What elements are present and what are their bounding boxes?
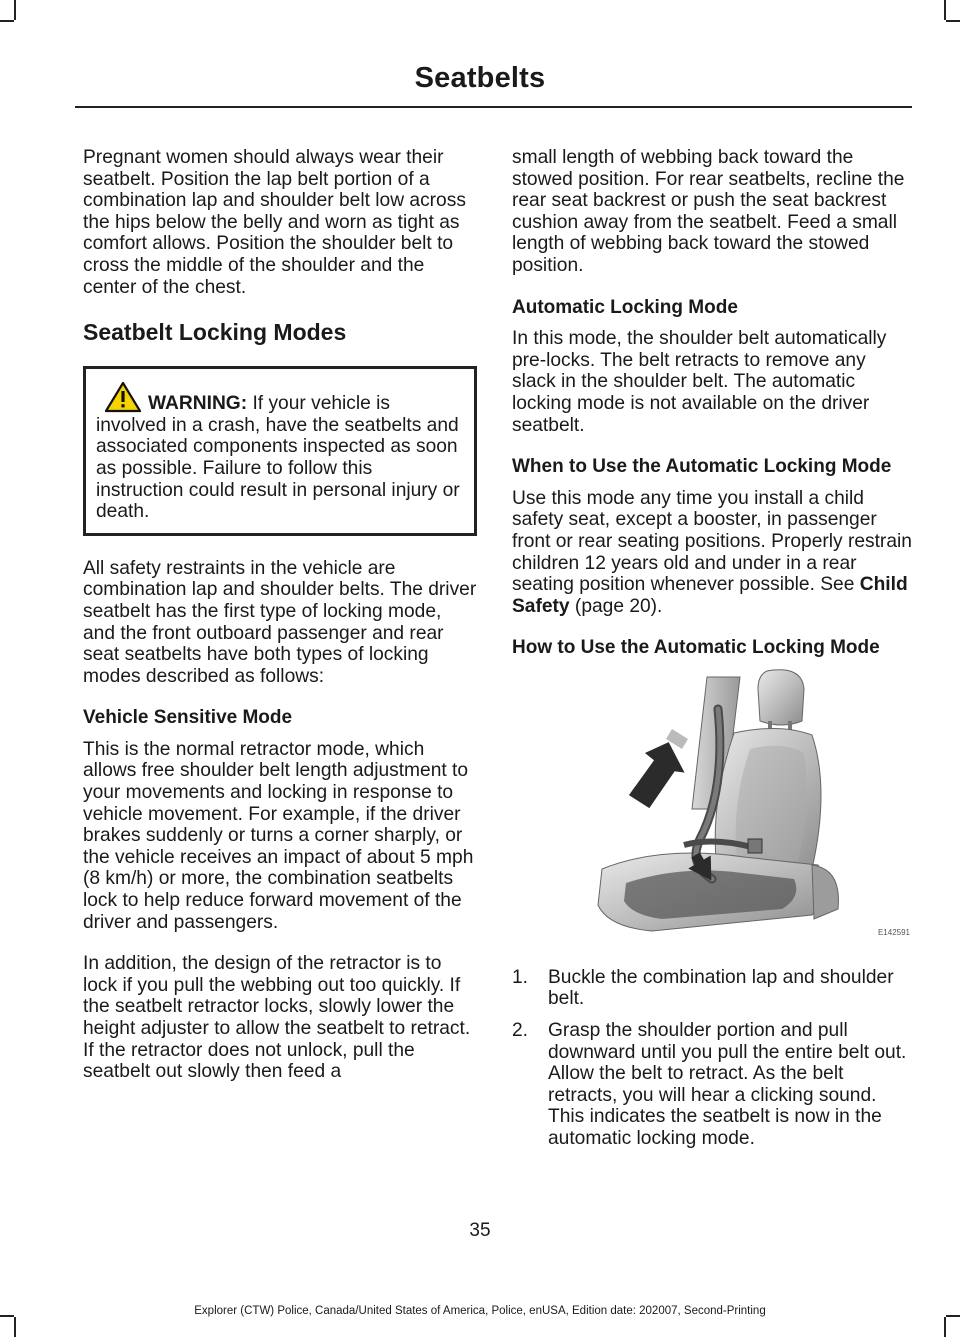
warning-label: WARNING: bbox=[148, 393, 248, 415]
when-text-after: (page 20). bbox=[569, 595, 663, 617]
page-title: Seatbelts bbox=[414, 62, 546, 94]
restraints-paragraph: All safety restraints in the vehicle are combination lap and shoulder belts. The driver seatbelt has the first type of locking mode, and the front outboard passenger and rear seat seatbelts have both types of locking modes described as follows: bbox=[83, 557, 477, 687]
crop-mark bbox=[944, 1317, 946, 1337]
step-text: Grasp the shoulder portion and pull downward until you pull the entire belt out. Allow the belt to retract. As the belt retracts, you will hear a clicking sound. This indicates the seatbelt is now in the automatic locking mode. bbox=[548, 1020, 907, 1150]
warning-box bbox=[83, 366, 477, 536]
image-code: E142591 bbox=[877, 927, 910, 937]
pull-arrow-icon bbox=[628, 729, 689, 812]
continuation-paragraph: small length of webbing back toward the stowed position. For rear seatbelts, recline the rear seat backrest or push the seat backrest cushion away from the seatbelt. Feed a small length of webbing back toward the stowed position. bbox=[512, 147, 905, 276]
footer-text: Explorer (CTW) Police, Canada/United States of America, Police, enUSA, Edition date: 202007, Second-Printing bbox=[194, 1305, 766, 1317]
crop-mark bbox=[944, 0, 946, 20]
list-item bbox=[512, 967, 912, 1010]
crop-mark bbox=[946, 20, 960, 22]
child-safety-link[interactable]: Child Safety bbox=[512, 574, 908, 617]
step-number: 1. bbox=[512, 966, 529, 988]
section-heading: Seatbelt Locking Modes bbox=[83, 319, 347, 346]
header-divider bbox=[75, 106, 912, 108]
intro-paragraph: Pregnant women should always wear their seatbelt. Position the lap belt portion of a combination lap and shoulder belt low across the hips below the belly and worn as tight as comfort allows. Position the shoulder belt to cross the middle of the shoulder and the center of the chest. bbox=[83, 147, 466, 298]
seat-with-belt-image bbox=[512, 669, 912, 939]
step-number: 2. bbox=[512, 1020, 529, 1042]
vehicle-sensitive-mode-paragraph: This is the normal retractor mode, which allows free shoulder belt length adjustment to your movements and locking in response to vehicle movement. For example, if the driver brakes suddenly or turns a corner sharply, or the vehicle receives an impact of about 5 mph (8 km/h) or more, the combination seatbelts lock to help reduce forward movement of the driver and passengers. bbox=[83, 738, 474, 933]
left-column bbox=[83, 147, 477, 1103]
steps-list bbox=[512, 967, 912, 1150]
when-to-use-paragraph bbox=[512, 488, 912, 618]
automatic-locking-mode-heading: Automatic Locking Mode bbox=[512, 296, 738, 318]
when-to-use-heading: When to Use the Automatic Locking Mode bbox=[512, 456, 892, 478]
seatbelt-illustration bbox=[512, 669, 912, 939]
crop-mark bbox=[14, 1317, 16, 1337]
warning-text: If your vehicle is involved in a crash, have the seatbelts and associated components inspected as soon as possible. Failure to follow this instruction could result in personal injury or death. bbox=[96, 393, 460, 523]
page-number: 35 bbox=[469, 1220, 491, 1241]
automatic-locking-mode-paragraph: In this mode, the shoulder belt automatically pre-locks. The belt retracts to remove any slack in the shoulder belt. The automatic locking mode is not available on the driver seatbelt. bbox=[512, 328, 887, 436]
vehicle-sensitive-mode-heading: Vehicle Sensitive Mode bbox=[83, 707, 293, 729]
crop-mark bbox=[14, 0, 16, 20]
warning-triangle-icon bbox=[104, 381, 142, 413]
retractor-paragraph: In addition, the design of the retractor is to lock if you pull the webbing out too quickly. If the seatbelt retractor locks, slowly lower the height adjuster to allow the seatbelt to retract. If the retractor does not unlock, pull the seatbelt out slowly then feed a bbox=[83, 953, 471, 1083]
crop-mark bbox=[0, 20, 14, 22]
when-text-before: Use this mode any time you install a child safety seat, except a booster, in passenger front or rear seating positions. Properly restrain children 12 years old and under in a rear seating position whenever possible. See bbox=[512, 487, 912, 596]
list-item bbox=[512, 1020, 912, 1150]
right-column bbox=[512, 147, 912, 1160]
how-to-use-heading: How to Use the Automatic Locking Mode bbox=[512, 637, 880, 659]
step-text: Buckle the combination lap and shoulder belt. bbox=[548, 966, 894, 1010]
